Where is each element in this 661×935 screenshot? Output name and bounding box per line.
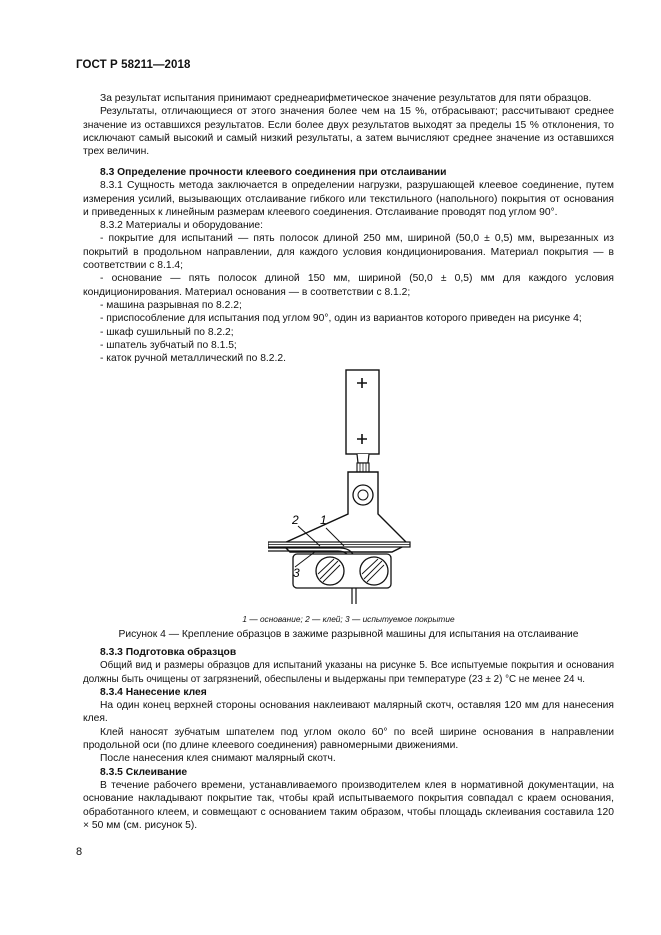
- paragraph: За результат испытания принимают среднеарифметическое значение результатов для пяти образцов.: [100, 93, 592, 104]
- list-item: - основание — пять полосок длиной 150 мм, шириной (50,0 ± 0,5) мм для каждого условия кондиционирования. Материал основания — в соответствии с 8.1.2;: [83, 273, 614, 298]
- list-item: - шпатель зубчатый по 8.1.5;: [100, 339, 237, 351]
- figure-label-1: 1: [320, 513, 327, 527]
- figure-legend: 1 — основание; 2 — клей; 3 — испытуемое покрытие: [242, 614, 455, 624]
- paragraph: Общий вид и размеры образцов для испытаний указаны на рисунке 5. Все испытуемые покрытия и основания должны быть очищены от загрязнений, обеспылены и выдержаны при температуре (23 ± 2) °С не менее 24 ч.: [83, 660, 614, 685]
- document-header: ГОСТ Р 58211—2018: [76, 59, 191, 71]
- figure-label-3: 3: [293, 566, 300, 580]
- page-number: 8: [76, 846, 83, 858]
- section-heading: 8.3.5 Склеивание: [100, 766, 188, 778]
- paragraph: В течение рабочего времени, устанавливаемого производителем клея в нормативной документации, на основание накладывают покрытие так, чтобы край испытываемого покрытия совпадал с краем основания, обработанного клеем, и совмещают с основанием таким образом, чтобы площадь склеивания составила 120 × 50 мм (см. рисунок 5).: [83, 779, 614, 831]
- paragraph: После нанесения клея снимают малярный скотч.: [100, 753, 336, 765]
- paragraph: На один конец верхней стороны основания наклеивают малярный скотч, оставляя 120 мм для нанесения клея.: [83, 700, 614, 725]
- section-heading: 8.3.3 Подготовка образцов: [100, 647, 237, 658]
- paragraph: 8.3.2 Материалы и оборудование:: [100, 220, 263, 232]
- sections-8-3-3-to-8-3-5: [83, 646, 614, 832]
- section-8-3: [83, 166, 614, 365]
- list-item: - машина разрывная по 8.2.2;: [100, 299, 242, 311]
- list-item: - приспособление для испытания под углом 90°, один из вариантов которого приведен на рисунке 4;: [100, 313, 582, 325]
- roller-right: [360, 557, 388, 585]
- paragraph: Результаты, отличающиеся от этого значения более чем на 15 %, отбрасывают; рассчитывают среднее значение из оставшихся результатов. Если более двух результатов выходят за пределы 15 % отклонения, то исключают самый высокий и самый низкий результаты, а затем вычисляют среднее значение из оставшихся трех величин.: [83, 106, 614, 158]
- list-item: - покрытие для испытаний — пять полосок длиной 250 мм, шириной (50,0 ± 0,5) мм, вырезанных из покрытий в продольном направлении, для каждого условия кондиционирования. Материал покрытия — в соответствии с 8.1.4;: [83, 233, 614, 272]
- roller-left: [316, 557, 344, 585]
- list-item: - шкаф сушильный по 8.2.2;: [100, 326, 234, 338]
- figure-caption: Рисунок 4 — Крепление образцов в зажиме разрывной машины для испытания на отслаивание: [118, 629, 579, 640]
- figure-label-2: 2: [292, 513, 299, 527]
- connector: [357, 454, 369, 463]
- intro-block: [83, 92, 614, 158]
- clamp-figure: [268, 368, 418, 608]
- paragraph: 8.3.1 Сущность метода заключается в определении нагрузки, разрушающей клеевое соединение, путем измерения усилий, вызывающих отслаивание гибкого или текстильного (напольного) покрытия от основания и приведенных к линейным размерам клеевого соединения. Отслаивание проводят под углом 90°.: [83, 180, 614, 218]
- section-heading: 8.3 Определение прочности клеевого соединения при отслаивании: [100, 167, 447, 178]
- paragraph: Клей наносят зубчатым шпателем под углом около 60° по всей ширине основания в направлении продольной оси (по длине клеевого соединения) равномерными движениями.: [83, 726, 614, 752]
- section-heading: 8.3.4 Нанесение клея: [100, 686, 207, 698]
- list-item: - каток ручной металлический по 8.2.2.: [100, 353, 286, 365]
- clamp-body: [282, 472, 408, 552]
